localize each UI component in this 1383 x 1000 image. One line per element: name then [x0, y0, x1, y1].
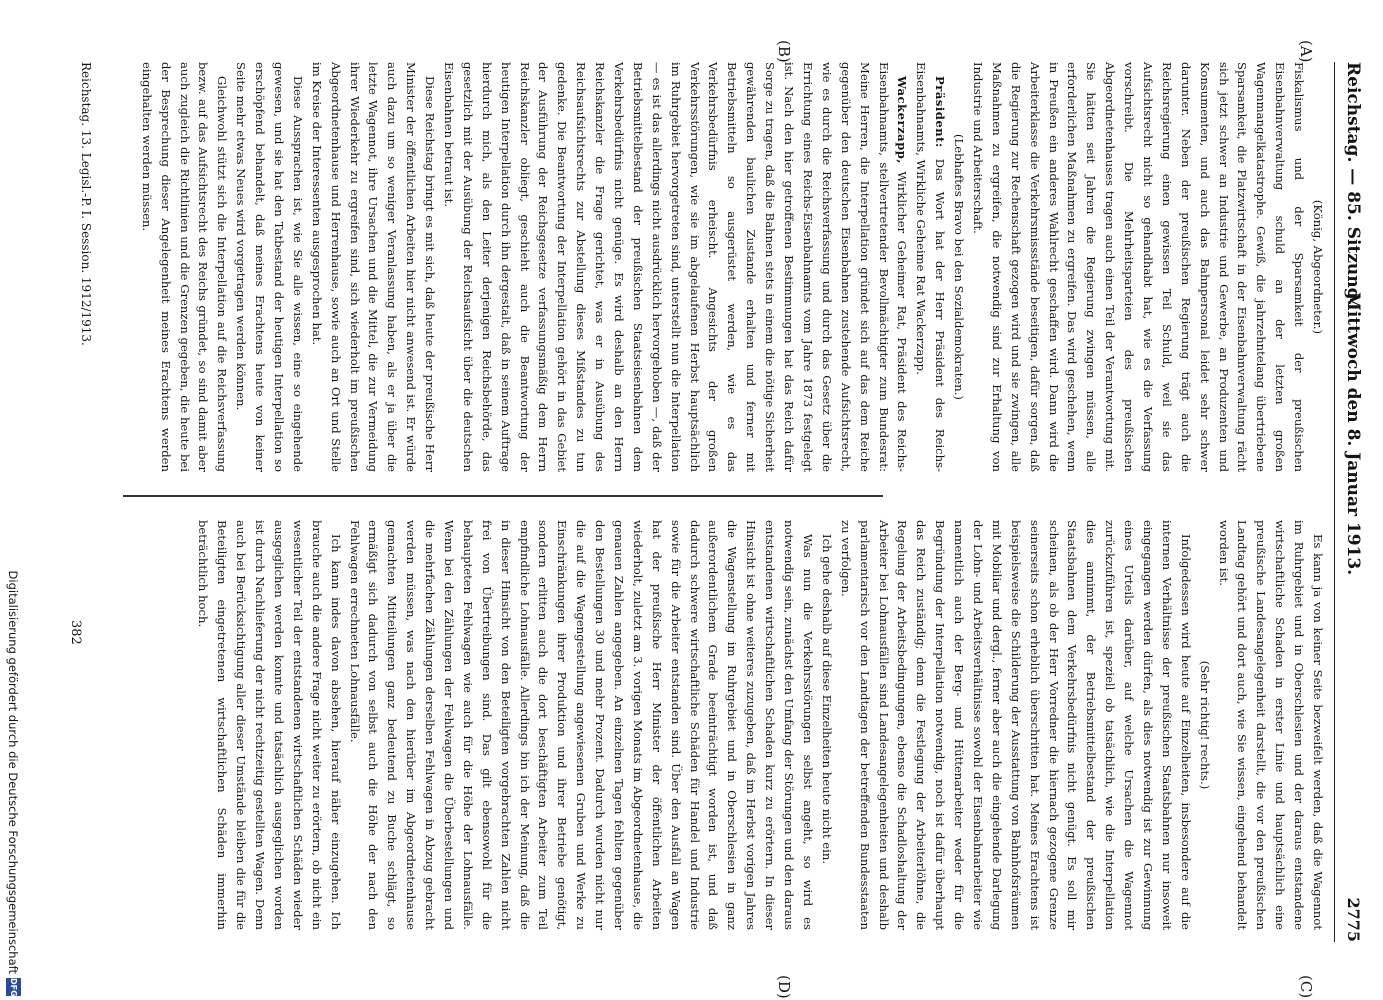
header-left: Reichstag. — 85. Sitzung.: [1343, 62, 1363, 306]
paragraph: Es kann ja von keiner Seite bezweifelt werden, daß die Wagennot im Ruhrgebiet und in Oberschlesien und der daraus entstandene wirtschaftliche Schaden in erster Linie und hauptsächlich eine preußische Landesangelegenheit darstellt, die vor den preußischen Landtag gehört und dort auch, wie Sie wissen, eingehend behandelt worden ist.: [1216, 520, 1325, 930]
interjection: (Sehr richtig! rechts.): [1197, 660, 1212, 790]
speaker-note: (König, Abgeordneter.): [1311, 199, 1325, 335]
speech-text: Das Wort hat der Herr Präsident des Reichs-Eisenbahnamts, Wirkliche Geheime Rat Wackerzapp.: [914, 62, 948, 472]
page-number-bottom: 382: [68, 620, 83, 645]
margin-letter-c: (C): [1297, 975, 1315, 999]
paragraph: Fiskalismus und der Sparsamkeit der preußischen Eisenbahnverwaltung schuld an der letzten großen Wagenmangelkatastrophe. Gewiß, die jahrzehntelang übertriebene Sparsamkeit, die Platzwirtschaft in der Eisenbahnverwaltung rächt sich jetzt schwer an Industrie und Gewerbe, an Produzenten und Konsumenten, und auch das Bahnpersonal leidet sehr schwer darunter. Neben der preußischen Regierung trägt auch die Reichsregierung einen gewissen Teil Schuld, weil sie das Aufsichtsrecht nicht so gehandhabt hat, wie es die Verfassung vorschreibt. Die Mehrheitsparteien des preußischen Abgeordnetenhauses tragen auch einen Teil der Verantwortung mit. Sie hätten seit Jahren die Regierung zwingen müssen, alle erforderlichen Maßnahmen zu ergreifen. Das wird geschehen, wenn in Preußen ein anderes Wahlrecht geschaffen wird. Dann wird die Arbeiterklasse die Verkehrsmissstände beseitigen, dafür sorgen, daß die Regierung zur Rechenschaft gezogen wird und sie zwingen, alle Maßnahmen zu ergreifen, die notwendig sind zur Erhaltung von Industrie und Arbeiterschaft.: [970, 62, 1307, 472]
paragraph: [911, 62, 949, 472]
paragraph: Ich gehe deshalb auf diese Einzelheiten heute nicht ein.: [819, 534, 834, 865]
paragraph: Ich kann indes davon absehen, hierauf näher einzugehen. Ich brauche auch die andere Frage nicht weiter zu erörtern, ob nicht ein wesentlicher Teil der entstandenen wirtschaftlichen Schäden wieder ausgeglichen werden konnte und tatsächlich ausgeglichen worden ist durch Nachlieferung der nicht rechtzeitig gestellten Wagen. Denn auch bei Berücksichtigung aller dieser Umstände bleiben die für die Beteiligten eingetretenen wirtschaftlichen Schäden immerhin beträchtlich hoch.: [196, 520, 343, 930]
column-divider: [123, 495, 883, 497]
running-header: [1334, 62, 1373, 942]
margin-letter-b: (B): [775, 40, 793, 63]
paragraph: Diese Aussprachen ist, wie Sie alle wissen, eine so eingehende gewesen, und sie hat den Tatbestand der heutigen Interpellation so erschöpfend behandelt, daß meines Erachtens heute von keiner Seite mehr etwas Neues wird vorgetragen werden können.: [234, 62, 305, 472]
digitization-text: Digitalisierung gefördert durch die Deutsche Forschungsgemeinschaft: [6, 570, 20, 974]
margin-letter-d: (D): [775, 975, 793, 999]
dfg-logo-icon: DFG: [6, 978, 21, 996]
speech-text: Wirklicher Geheimer Rat, Präsident des Reichs-Eisenbahnamts, stellvertretender Bevollmächtigter zum Bundesrat: Meine Herren, die Interpellation gründet sich auf das dem Reiche gegenüber den deutschen Eisenbahnen zustehende Aufsichtsrecht, wie es durch die Reichsverfassung und durch das Gesetz über die Errichtung eines Reichs-Eisenbahnamts vom Jahre 1873 festgelegt ist. Nach den hier getroffenen Bestimmungen hat das Reich dafür Sorge zu tragen, daß die Bahnen stets in einem die nötige Sicherheit gewährenden baulichen Zustande erhalten und ferner mit Betriebsmitteln so ausgerüstet werden, wie es das Verkehrsbedürfnis erheischt. Angesichts der großen Verkehrsstörungen, wie sie im abgelaufenen Herbst hauptsächlich im Ruhrgebiet hervorgetreten sind, unterstellt nun die Interpellation — es ist das allerdings nicht ausdrücklich hervorgehoben —, daß der Betriebsmittelbestand der preußischen Staatseisenbahnen dem Verkehrsbedürfnis nicht genüge. Es wird deshalb an den Herrn Reichskanzler die Frage gerichtet, was er in Ausübung des Reichsaufsichtsrechts zur Abstellung dieses Mißstandes zu tun gedenke. Die Beantwortung der Interpellation gehört in das Gebiet der Ausführung der Reichsgesetze verfassungsmäßig dem Herrn Reichskanzler obliegt, geschieht auch die Beantwortung der heutigen Interpellation durch ihn dergestalt, daß in seinem Auftrage hierdurch mich, als den Leiter derjenigen Reichsbehörde, das gesetzlich mit der Ausübung der Reichsaufsicht über die deutschen Eisenbahnen betraut ist.: [442, 62, 910, 472]
paragraph: Infolgedessen wird heute auf Einzelheiten, insbesondere auf die internen Verhältnisse der preußischen Staatsbahnen nur insoweit eingegangen werden dürfen, als dies notwendig ist zur Gewinnung eines Urteils darüber, auf welche Ursachen die Wagennot zurückzuführen ist, speziell ob tatsächlich, wie die Interpellation dies annimmt, der Betriebsmittelbestand der preußischen Staatsbahnen dem Verkehrsbedürfnis nicht genügt. Es soll mir scheinen, als ob der Herr Vorredner die hiernach gezogene Grenze seinerseits schon erheblich überschritten hat. Meines Erachtens ist beispielsweise die Schilderung der Ausstattung von Bahnhofsräumen mit Mobiliar und dergl., ferner aber auch die eingehende Darlegung der Lohn- und Arbeitsverhältnisse sowohl der Eisenbahnarbeiter wie namentlich auch der Berg- und Hüttenarbeiter weder für die Begründung der Interpellation notwendig, noch ist dafür überhaupt das Reich zuständig; denn die Festlegung der Arbeiterlöhne, die Regelung der Arbeitsbedingungen, ebenso die Schadloshaltung der Arbeiter bei Lohnausfällen sind Landesangelegenheiten und deshalb parlamentarisch vor den Landtagen der betreffenden Bundesstaaten zu verfolgen.: [838, 520, 1193, 930]
speaker-name: Wackerzapp,: [895, 76, 910, 164]
paragraph: Gleichwohl stützt sich die Interpellation auf die Reichsverfassung bezw. auf das Aufsichtsrecht des Reichs gründet, so sind damit aber auch zugleich die Richtlinien und die Grenzen gegeben, die heute bei der Besprechung dieser Angelegenheit meines Erachtens werden eingehalten werden müssen.: [139, 62, 230, 472]
paragraph: Diese Reichstag bringt es mit sich, daß heute der preußische Herr Minister der öffentlichen Arbeiten hier nicht anwesend ist. Er würde auch dazu um so weniger Veranlassung haben, als er ja über die letzte Wagennot, ihre Ursachen und die Mittel, die zur Vermeidung ihrer Wiederkehr zu ergreifen sind, sich wiederholt im preußischen Abgeordnetenhause und Herrenhause, sowie auch an Ort und Stelle im Kreise der Interessenten ausgesprochen hat.: [309, 62, 438, 472]
session-footer: Reichstag. 13. Legisl.-P. I. Session. 1912/1913.: [79, 62, 93, 346]
header-date: Mittwoch den 8. Januar 1913.: [1343, 292, 1363, 576]
margin-letter-a: (A): [1297, 40, 1315, 63]
header-page-number: 2775: [1344, 897, 1363, 942]
speaker-name: Präsident:: [933, 76, 948, 148]
right-column: [147, 520, 1327, 930]
applause-note: (Lebhaftes Bravo bei den Sozialdemokraten.): [952, 134, 967, 400]
digitization-note: [1, 0, 23, 1000]
paragraph: Was nun die Verkehrsstörungen selbst angeht, so wird es notwendig sein, zunächst den Umfang der Störungen und den daraus entstandenen wirtschaftlichen Schaden kurz zu erörtern. In dieser Hinsicht ist ohne weiteres zuzugeben, daß im Herbst vorigen Jahres die Wagenstellung im Ruhrgebiet und in Oberschlesien in ganz außerordentlichem Grade beeinträchtigt worden ist, und daß dadurch schwere wirtschaftliche Schäden für Handel und Industrie sowie für die Arbeiter entstanden sind. Über den Ausfall an Wagen hat der preußische Herr Minister der öffentlichen Arbeiten wiederholt, zuletzt am 3. vorigen Monats im Abgeordnetenhause, die genauen Zahlen angegeben. An einzelnen Tagen fehlten gegenüber den Bestellungen 30 und mehr Prozent. Dadurch wurden nicht nur die auf die Wagengestellung angewiesenen Gruben und Werke zu Einschränkungen ihrer Produktion und ihrer Betriebe genötigt, sondern erlitten auch die dort beschäftigten Arbeiter zum Teil empfindliche Lohnausfälle. Allerdings bin ich der Meinung, daß die in dieser Hinsicht von den Beteiligten vorgebrachten Zahlen nicht frei von Übertreibungen sind. Das gilt ebensowohl für die behaupteten Fehlwagen wie auch für die Höhe der Lohnausfälle. Wenn bei den Zählungen der Fehlwagen die Überbestellungen und die mehrfachen Zählungen derselben Fehlwagen in Abzug gebracht werden müssen, was nach den hierüber im Abgeordnetenhause gemachten Mitteilungen ganz bedeutend zu Buche schlägt, so ermäßigt sich dadurch von selbst auch die Höhe der nach den Fehlwagen errechneten Lohnausfälle.: [347, 520, 815, 930]
paragraph: [439, 62, 911, 472]
left-column: [139, 62, 1327, 472]
